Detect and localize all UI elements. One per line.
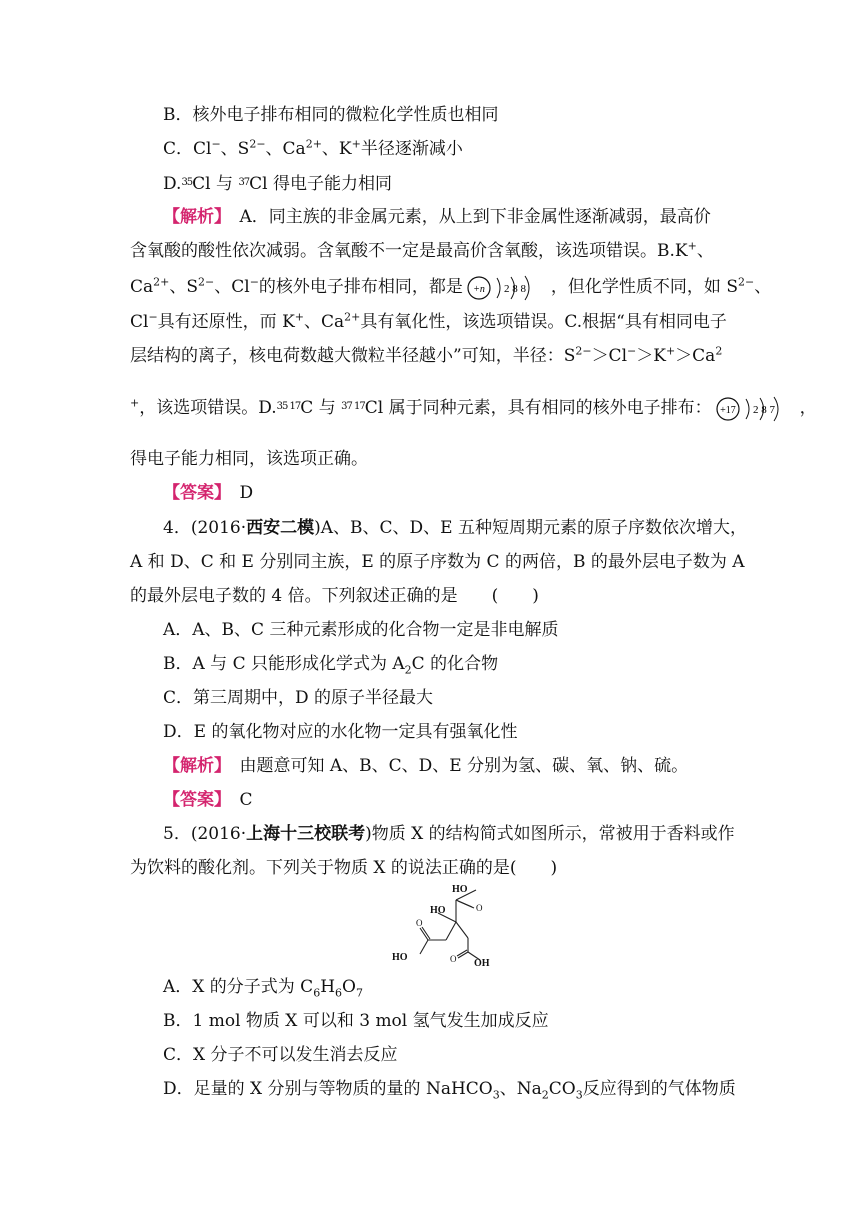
q4-stem-line-2: A 和 D、C 和 E 分别同主族，E 的原子序数为 C 的两倍，B 的最外层电子数为 A: [130, 552, 745, 572]
isotope-label: 37: [238, 177, 250, 188]
analysis-tag: 【解析】: [163, 756, 223, 776]
q3-option-b: B．核外电子排布相同的微粒化学性质也相同: [163, 105, 499, 125]
q3-analysis-line-6: +，该选项错误。D.$^{35 17}$C 与 $^{37 17}$Cl 属于同种元素，具有相同的核外电子排布： +17 2 8 7 ，: [130, 390, 730, 425]
q5-stem-line-1: 5．(2016·上海十三校联考)物质 X 的结构简式如图所示，常被用于香料或作: [163, 824, 735, 844]
q5-option-c: C．X 分子不可以发生消去反应: [163, 1045, 398, 1065]
q3-analysis-line-7: 得电子能力相同，该选项正确。: [130, 449, 368, 469]
q3-answer: 【答案】 D: [163, 483, 254, 503]
q4-option-d: D．E 的氧化物对应的水化物一定具有强氧化性: [163, 722, 518, 742]
isotope-label: 37 17: [341, 401, 365, 412]
q3-option-d: D.$^{35}$Cl 与 $^{37}$Cl 得电子能力相同: [163, 174, 393, 194]
electron-shell-diagram-chlorine: [716, 396, 796, 422]
q4-option-a: A．A、B、C 三种元素形成的化合物一定是非电解质: [163, 620, 559, 640]
structure-formula-figure: [390, 880, 500, 968]
svg-text:HO: HO: [452, 884, 468, 895]
analysis-tag: 【解析】: [163, 207, 223, 227]
q3-analysis-line-2: 含氧酸的酸性依次减弱。含氧酸不一定是最高价含氧酸，该选项错误。B.K+、: [130, 239, 714, 261]
q3-analysis-line-1: 【解析】 A．同主族的非金属元素，从上到下非金属性逐渐减弱，最高价: [163, 207, 711, 227]
svg-text:HO: HO: [430, 905, 446, 916]
q5-option-b: B．1 mol 物质 X 可以和 3 mol 氢气发生加成反应: [163, 1011, 549, 1031]
q4-analysis: 【解析】 由题意可知 A、B、C、D、E 分别为氢、碳、氧、钠、硫。: [163, 756, 689, 776]
answer-tag: 【答案】: [163, 483, 223, 503]
svg-text:+17: +17: [719, 404, 736, 416]
q3-option-c: C．Cl−、$S^{2-}$、$Ca^{2+}$、K+半径逐渐减小: [163, 137, 463, 159]
answer-tag: 【答案】: [163, 790, 223, 810]
q4-stem-line-3: 的最外层电子数的 4 倍。下列叙述正确的是 ( ): [130, 586, 539, 606]
svg-text:2 8 8: 2 8 8: [503, 282, 526, 295]
q3-analysis-line-4: Cl−具有还原性，而 K+、$Ca^{2+}$具有氧化性，该选项错误。C.根据“具有相同电子: [130, 310, 727, 332]
q3-analysis-line-3: $Ca^{2+}$、$S^{2-}$、Cl−的核外电子排布相同，都是 +n 2 8 8 ，但化学性质不同，如 $S^{2-}$、: [130, 270, 730, 304]
q3-analysis-line-5: 层结构的离子，核电荷数越大微粒半径越小”可知，半径：$S^{2-}>Cl^->K^+>Ca^2$: [130, 344, 723, 366]
q4-option-c: C．第三周期中，D 的原子半径最大: [163, 688, 434, 708]
q5-option-d: D．足量的 X 分别与等物质的量的 NaHCO$_3$、$Na_2CO_3$反应得到的气体物质: [163, 1079, 736, 1102]
q4-answer: 【答案】 C: [163, 790, 253, 810]
svg-text:+n: +n: [473, 283, 485, 295]
svg-text:HO: HO: [392, 952, 408, 963]
svg-text:O: O: [476, 903, 483, 913]
isotope-label: 35 17: [276, 401, 301, 412]
q5-stem-line-2: 为饮料的酸化剂。下列关于物质 X 的说法正确的是( ): [130, 858, 558, 878]
q4-stem-line-1: 4．(2016·西安二模)A、B、C、D、E 五种短周期元素的原子序数依次增大，: [163, 518, 747, 538]
svg-text:OH: OH: [474, 958, 490, 968]
svg-text:2 8 7: 2 8 7: [752, 403, 775, 416]
isotope-label: 35: [181, 177, 193, 188]
svg-text:O: O: [416, 918, 423, 928]
electron-shell-diagram: [467, 275, 547, 301]
svg-text:O: O: [450, 954, 457, 964]
q5-option-a: A．X 的分子式为 $C_6H_6O_7$: [163, 977, 363, 1000]
q4-option-b: B．A 与 C 只能形成化学式为 $A_2C$ 的化合物: [163, 654, 499, 677]
